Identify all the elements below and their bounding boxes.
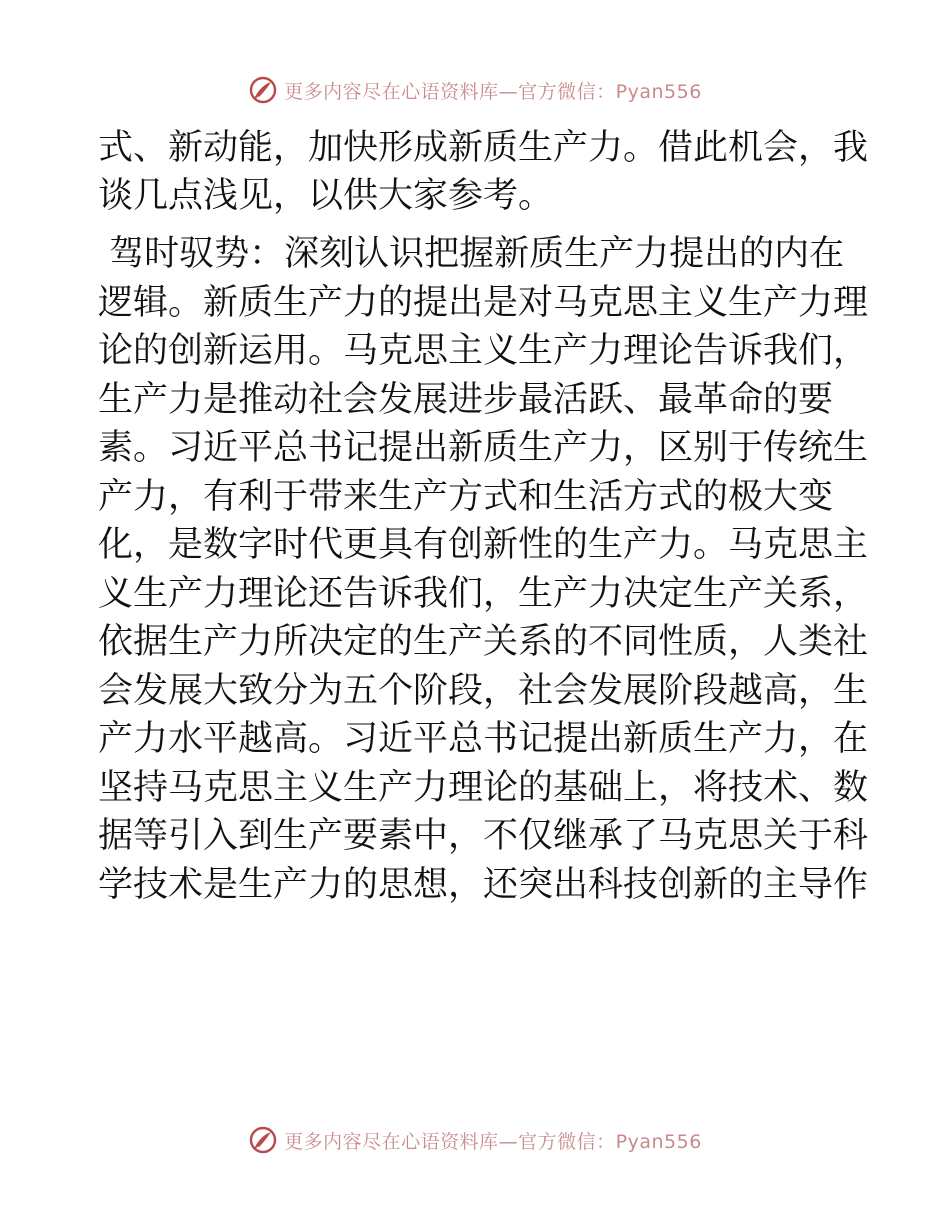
text-line: 坚持马克思主义生产力理论的基础上，将技术、数 [98, 767, 869, 808]
text-line: 逻辑。新质生产力的提出是对马克思主义生产力理 [98, 282, 869, 323]
text-line: 义生产力理论还告诉我们，生产力决定生产关系， [98, 573, 869, 614]
text-line: 产力，有利于带来生产方式和生活方式的极大变 [98, 476, 834, 517]
pen-logo-icon [248, 75, 278, 105]
text-line: 化，是数字时代更具有创新性的生产力。马克思主 [98, 525, 869, 565]
text-line: 学技术是生产力的思想，还突出科技创新的主导作 [98, 864, 869, 905]
paragraph-gap [98, 220, 858, 230]
text-line: 生产力是推动社会发展进步最活跃、最革命的要 [98, 379, 834, 420]
header-watermark-text: 更多内容尽在心语资料库—官方微信：Pyan556 [284, 80, 702, 103]
paragraph-1 [98, 124, 869, 220]
text-line: 素。习近平总书记提出新质生产力，区别于传统生 [98, 428, 869, 468]
text-line: 产力水平越高。习近平总书记提出新质生产力，在 [98, 719, 869, 759]
text-line: 依据生产力所决定的生产关系的不同性质，人类社 [98, 622, 869, 662]
text-line: 式、新动能，加快形成新质生产力。借此机会，我 [98, 128, 869, 168]
text-line: 会发展大致分为五个阶段，社会发展阶段越高，生 [98, 670, 869, 711]
text-line: 驾时驭势：深刻认识把握新质生产力提出的内在 [98, 234, 845, 274]
text-line: 论的创新运用。马克思主义生产力理论告诉我们， [98, 331, 869, 371]
document-body [98, 124, 869, 909]
paragraph-2 [98, 230, 869, 909]
header-watermark [0, 72, 950, 108]
text-line: 据等引入到生产要素中，不仅继承了马克思关于科 [98, 816, 869, 856]
text-line: 谈几点浅见，以供大家参考。 [98, 176, 554, 216]
footer-watermark-text: 更多内容尽在心语资料库—官方微信：Pyan556 [284, 1130, 702, 1153]
footer-watermark [0, 1122, 950, 1158]
pen-logo-icon [248, 1125, 278, 1155]
